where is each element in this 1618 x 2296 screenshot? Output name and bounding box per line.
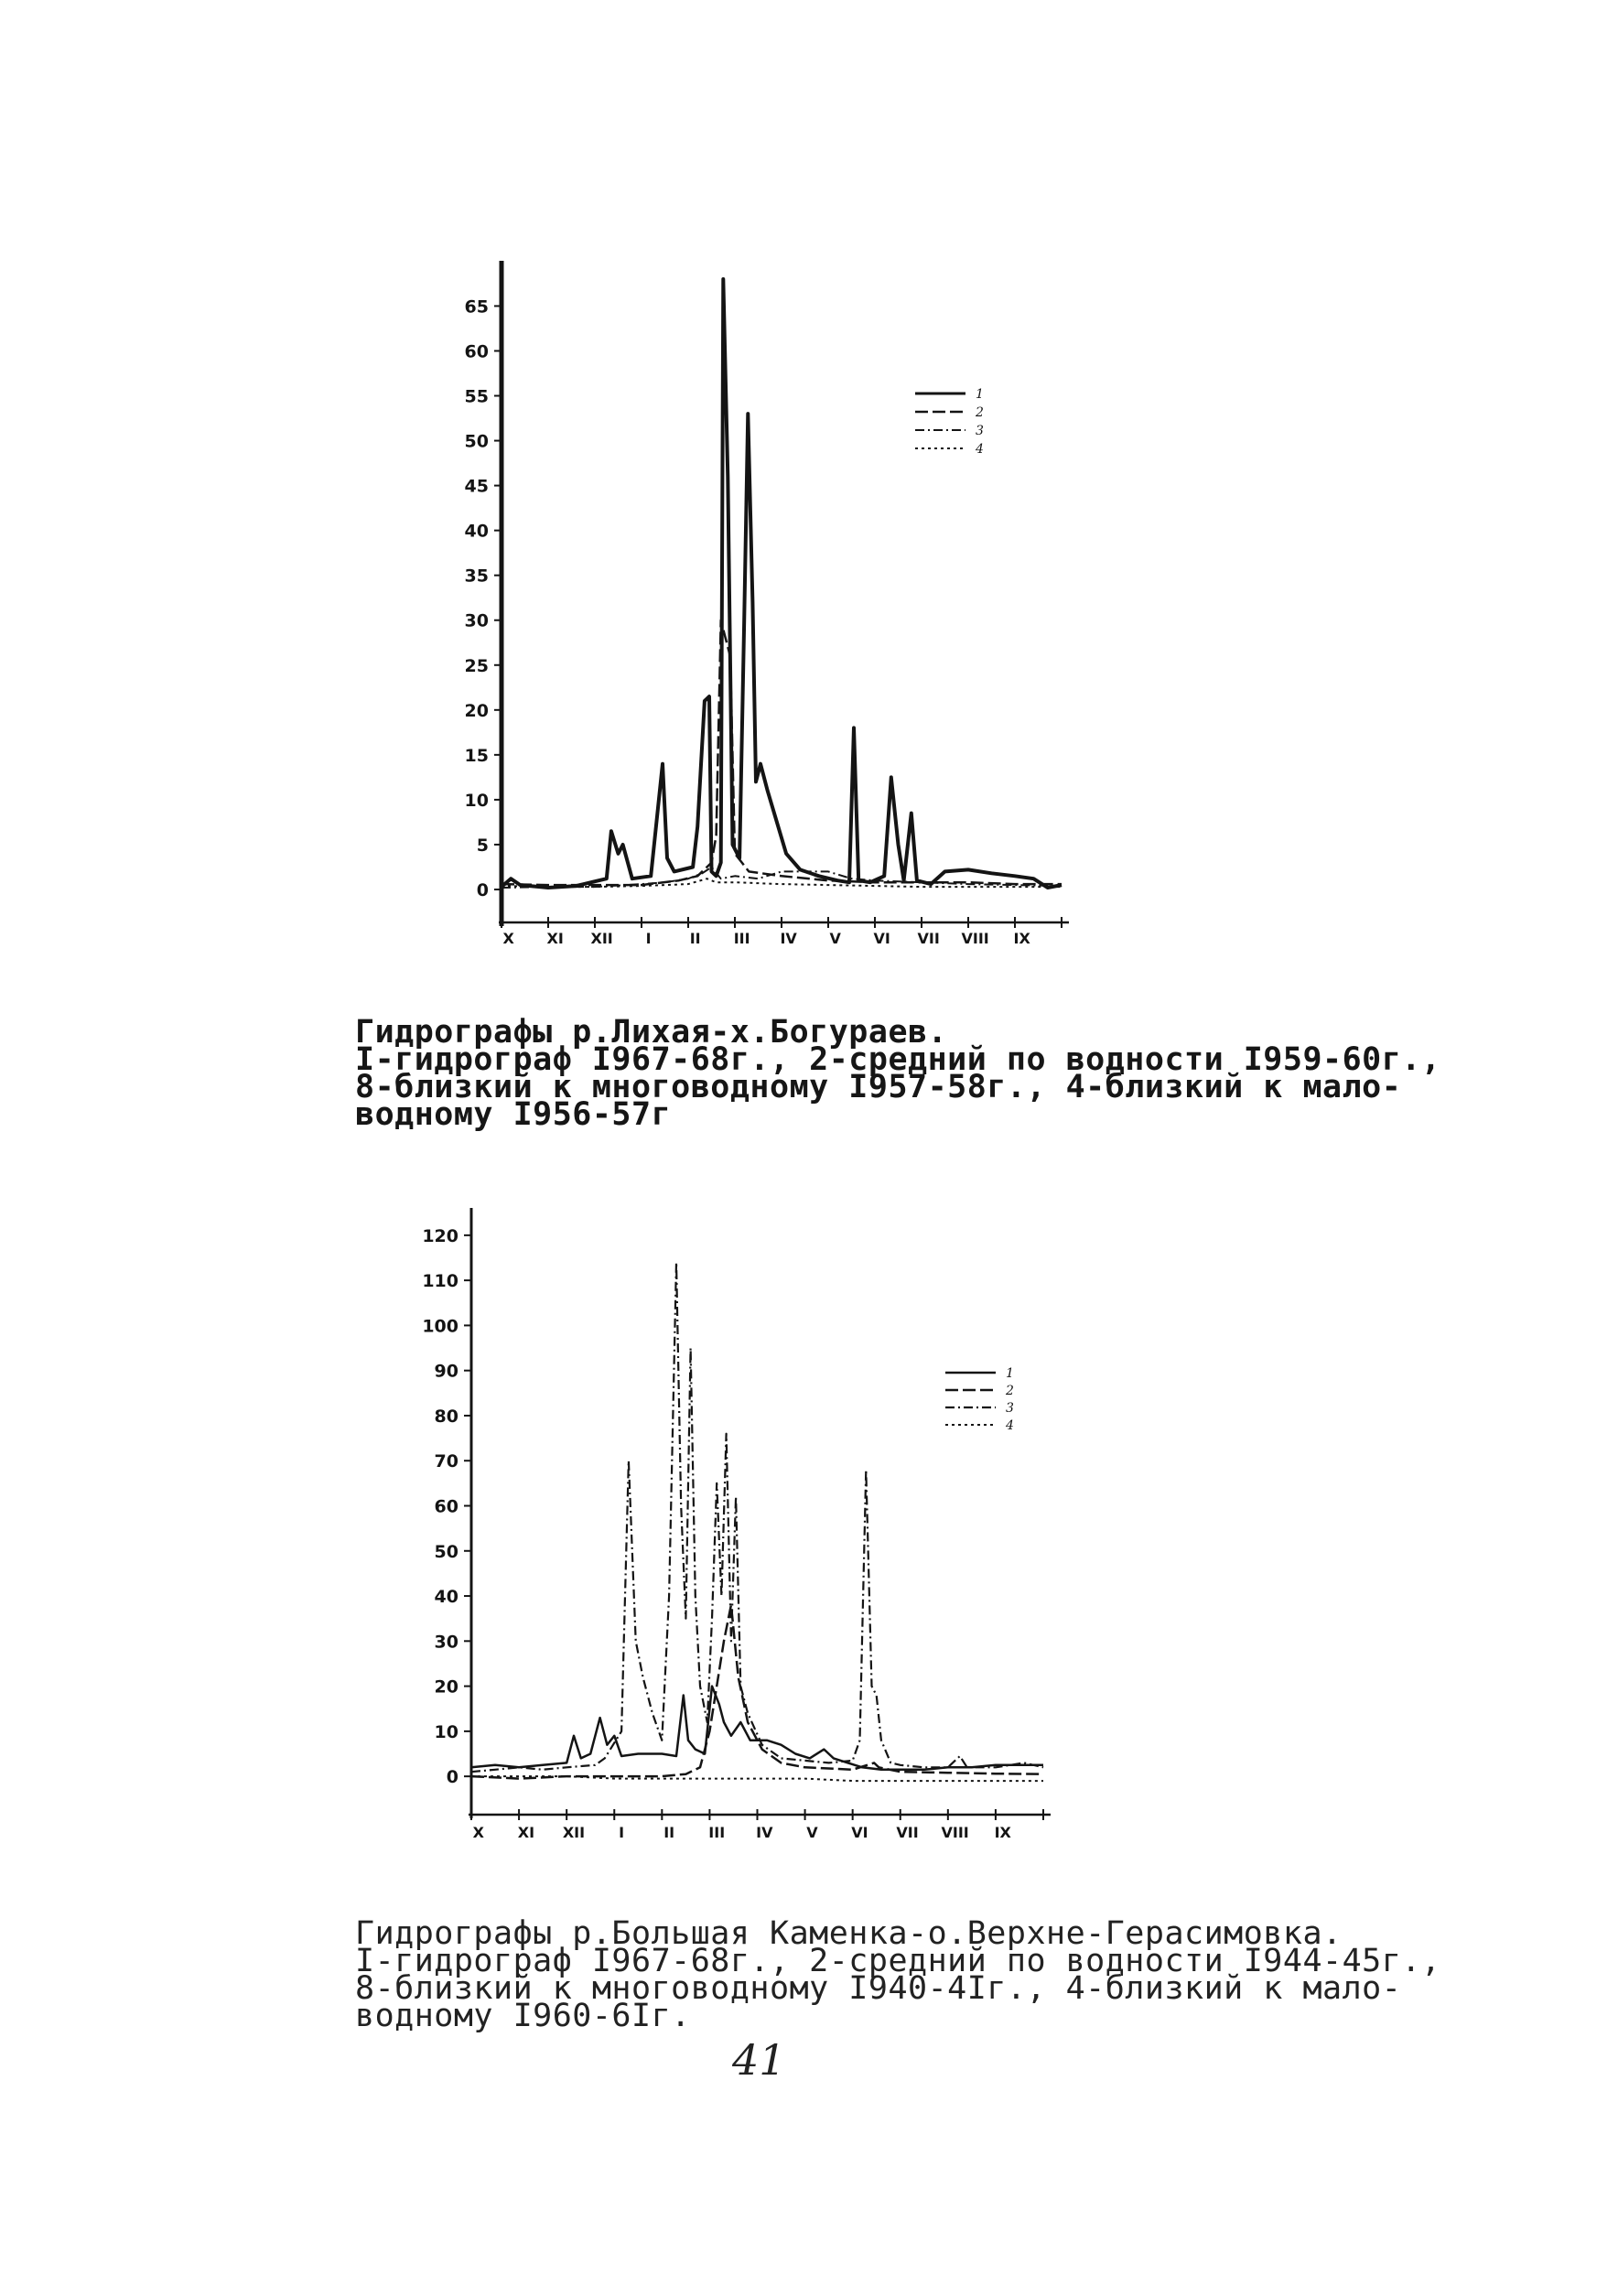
y-tick-label: 60 [434,1496,458,1517]
y-tick-label: 50 [464,431,489,452]
series-line-4 [471,1776,1043,1781]
y-tick-label: 35 [464,566,489,587]
y-tick-label: 30 [434,1632,458,1653]
legend-label-3: 3 [976,424,984,438]
legend-label-3: 3 [1006,1401,1014,1416]
y-tick-label: 65 [464,296,489,318]
legend-label-1: 1 [1006,1366,1014,1381]
caption-line: Гидрографы р.Большая Каменка-о.Верхне-Герасимовка. [355,1915,1343,1952]
series-line-3 [471,1262,1043,1772]
month-tick-label: I [645,930,652,947]
caption-line: 8-близкий к многоводному I957-58г., 4-близкий к мало- [355,1069,1402,1105]
caption-line: Гидрографы р.Лихая-х.Богураев. [355,1014,948,1051]
figure-caption-bolshaya-kamenka [355,1915,1453,2034]
y-tick-label: 50 [434,1541,458,1562]
month-tick-label: VI [851,1824,868,1841]
caption-line: водному I960-6Iг. [355,1998,691,2034]
y-tick-label: 60 [464,341,489,362]
month-tick-label: XI [517,1824,535,1841]
month-tick-label: III [733,930,750,947]
caption-line: I-гидрограф I967-68г., 2-средний по водности I959-60г., [355,1041,1441,1078]
figure-caption-likhaya [355,1014,1453,1133]
y-tick-label: 90 [434,1361,458,1382]
series-line-2 [471,1605,1043,1779]
y-tick-label: 0 [476,880,489,900]
y-tick-label: 40 [464,521,489,542]
legend-label-4: 4 [976,442,984,457]
month-tick-label: IV [780,930,797,947]
month-tick-label: XII [590,930,613,947]
y-tick-label: 80 [434,1406,458,1427]
month-tick-label: VIII [941,1824,969,1841]
month-tick-label: VII [896,1824,919,1841]
caption-line: 8-близкий к многоводному I940-4Iг., 4-близкий к мало- [355,1970,1402,2007]
y-tick-label: 70 [434,1451,458,1472]
month-tick-label: VIII [961,930,989,947]
legend-label-4: 4 [1006,1418,1014,1433]
month-tick-label: II [663,1824,675,1841]
caption-line: I-гидрограф I967-68г., 2-средний по водности I944-45г., [355,1943,1441,1979]
month-tick-label: X [472,1824,484,1841]
month-tick-label: I [619,1824,625,1841]
y-tick-label: 100 [422,1316,458,1337]
series-line-1 [471,1687,1043,1770]
legend-label-1: 1 [976,387,984,402]
month-tick-label: II [689,930,701,947]
legend-label-2: 2 [976,405,984,420]
month-tick-label: VII [917,930,940,947]
caption-line: водному I956-57г [355,1096,672,1133]
hydrograph-chart-likhaya [465,261,1069,947]
month-tick-label: IV [756,1824,773,1841]
y-tick-label: 20 [434,1676,458,1698]
y-tick-label: 45 [464,476,489,497]
y-tick-label: 55 [464,386,489,407]
month-tick-label: V [806,1824,818,1841]
y-tick-label: 10 [434,1721,458,1742]
y-tick-label: 40 [434,1587,458,1608]
y-tick-label: 120 [422,1225,458,1246]
hydrograph-chart-bolshaya-kamenka [422,1208,1051,1841]
y-tick-label: 30 [464,610,489,631]
y-tick-label: 15 [464,745,489,766]
month-tick-label: X [502,930,514,947]
legend-label-2: 2 [1006,1384,1014,1398]
month-tick-label: IX [1013,930,1030,947]
y-tick-label: 0 [446,1767,458,1788]
month-tick-label: XI [546,930,564,947]
month-tick-label: IX [994,1824,1011,1841]
series-line-2 [502,620,1062,885]
y-tick-label: 110 [422,1271,458,1292]
y-tick-label: 20 [464,700,489,721]
page-number: 41 [732,2035,786,2085]
month-tick-label: XII [562,1824,586,1841]
month-tick-label: V [829,930,841,947]
month-tick-label: III [708,1824,726,1841]
y-tick-label: 10 [464,790,489,811]
series-line-1 [502,279,1062,888]
y-tick-label: 5 [476,835,489,856]
month-tick-label: VI [873,930,890,947]
y-tick-label: 25 [464,655,489,676]
